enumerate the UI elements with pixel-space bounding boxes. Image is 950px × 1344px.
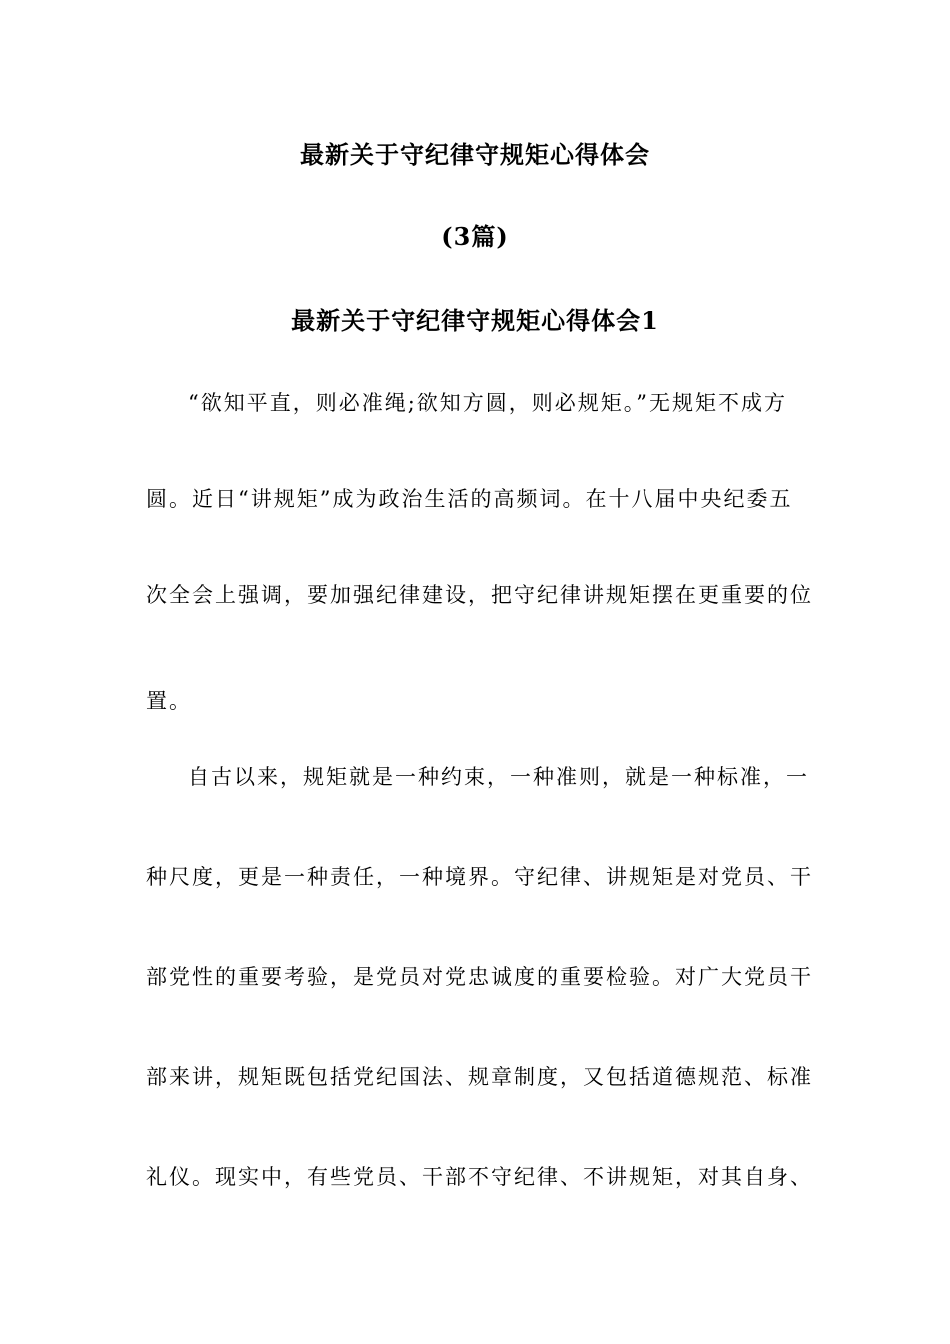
paragraph-line: 圆。近日“讲规矩”成为政治生活的高频词。在十八届中央纪委五 (146, 487, 793, 511)
paragraph-line: 种尺度，更是一种责任，一种境界。守纪律、讲规矩是对党员、干 (146, 865, 813, 889)
section-heading: 最新关于守纪律守规矩心得体会1 (291, 306, 659, 335)
paragraph-line: 自古以来，规矩就是一种约束，一种准则，就是一种标准，一 (188, 765, 809, 789)
document-title: 最新关于守纪律守规矩心得体会 (300, 140, 650, 169)
document-subtitle: (3篇) (441, 222, 509, 251)
paragraph-line: 礼仪。现实中，有些党员、干部不守纪律、不讲规矩，对其自身、 (146, 1165, 813, 1189)
paragraph-line: 次全会上强调，要加强纪律建设，把守纪律讲规矩摆在更重要的位 (146, 583, 813, 607)
paragraph-line: 置。 (146, 689, 192, 713)
paragraph-line: 部来讲，规矩既包括党纪国法、规章制度，又包括道德规范、标准 (146, 1065, 813, 1089)
paragraph-line: 部党性的重要考验，是党员对党忠诚度的重要检验。对广大党员干 (146, 965, 813, 989)
paragraph-line: “欲知平直，则必准绳;欲知方圆，则必规矩。”无规矩不成方 (188, 391, 788, 415)
